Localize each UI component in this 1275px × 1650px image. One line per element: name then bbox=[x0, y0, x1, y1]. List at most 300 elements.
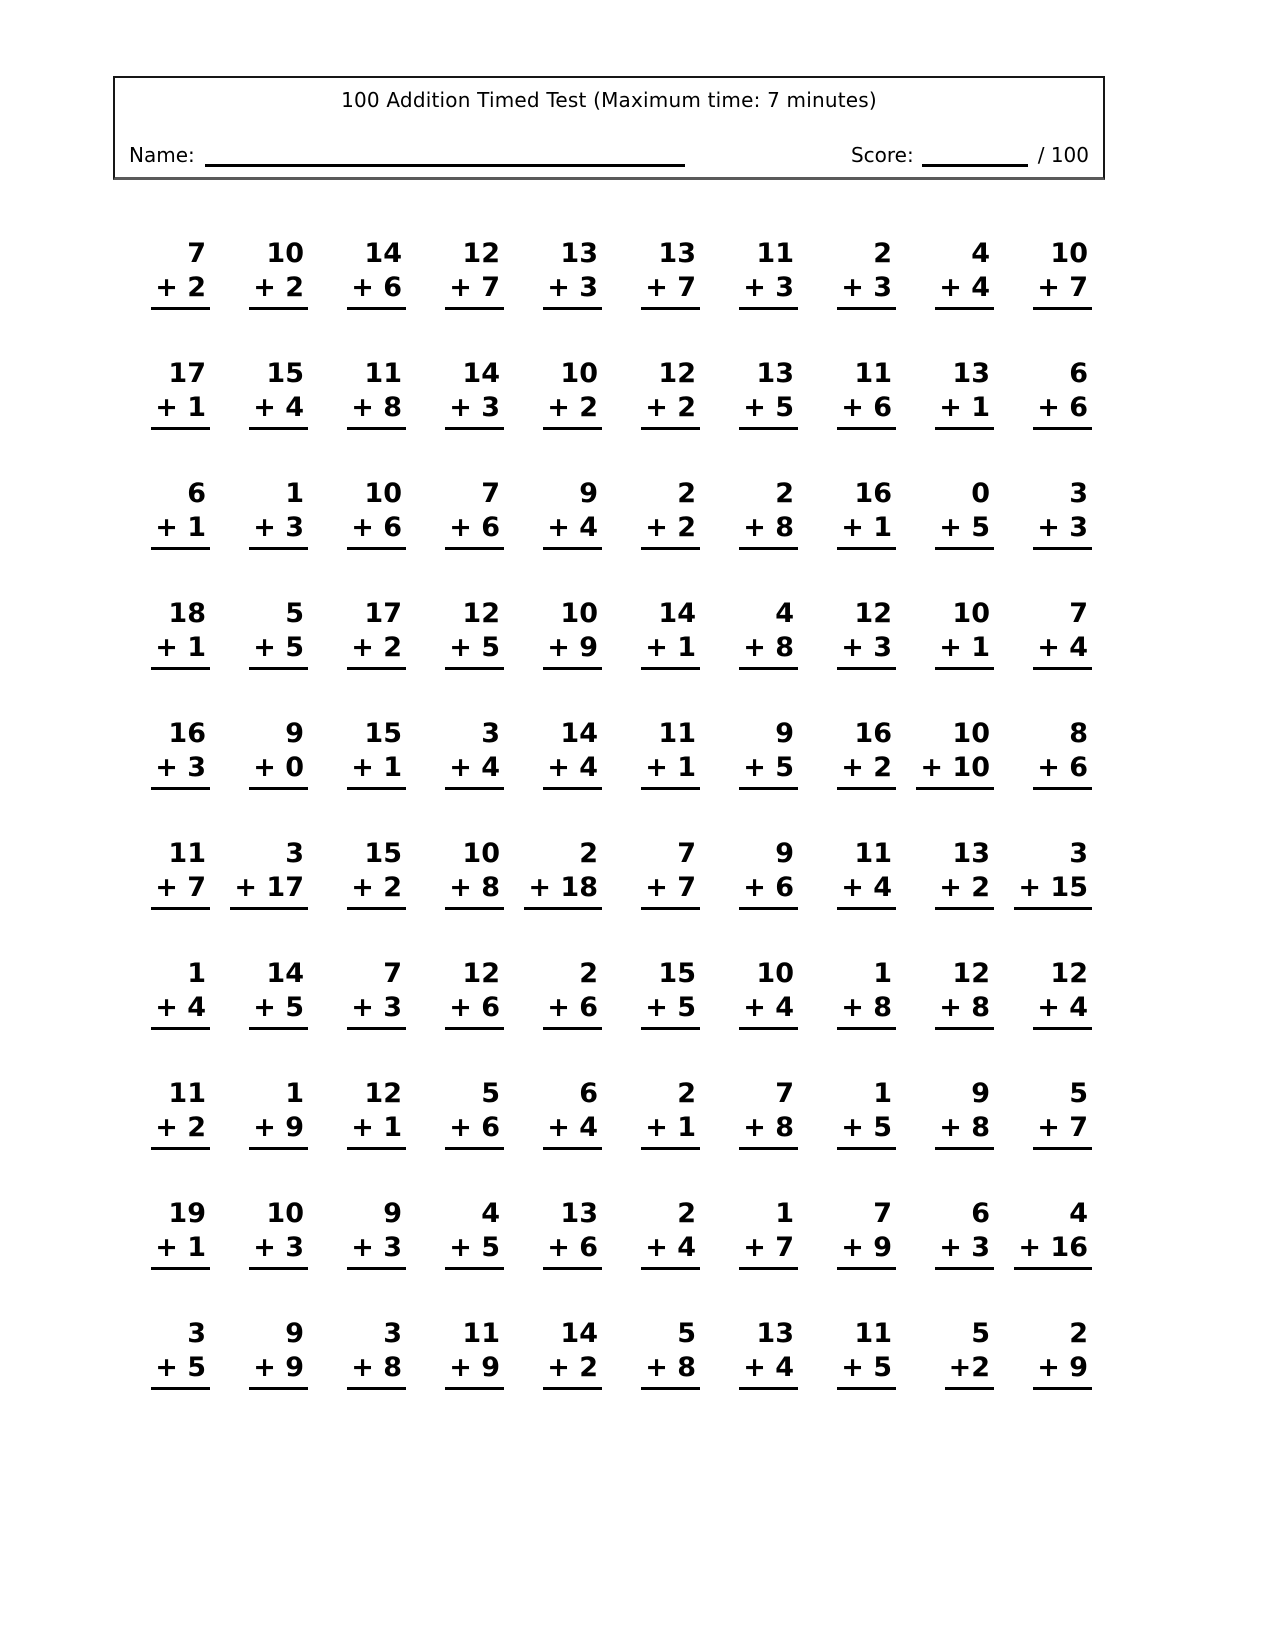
name-score-row bbox=[115, 143, 1103, 177]
problem-r4-c1 bbox=[118, 598, 216, 718]
addend-top: 2 bbox=[677, 478, 696, 509]
worksheet-title: 100 Addition Timed Test (Maximum time: 7 minutes) bbox=[341, 88, 877, 112]
addend-top: 16 bbox=[854, 718, 892, 749]
addend-bottom-answer-line: + 18 bbox=[524, 872, 602, 910]
addend-top: 2 bbox=[775, 478, 794, 509]
addend-top: 14 bbox=[658, 598, 696, 629]
addend-bottom-answer-line: + 1 bbox=[641, 632, 700, 670]
addend-top: 2 bbox=[677, 1198, 696, 1229]
problem-r10-c10 bbox=[1000, 1318, 1098, 1438]
problem-r7-c3 bbox=[314, 958, 412, 1078]
problem-r8-c10 bbox=[1000, 1078, 1098, 1198]
problem-r5-c3 bbox=[314, 718, 412, 838]
addend-top: 9 bbox=[579, 478, 598, 509]
problem-r7-c9 bbox=[902, 958, 1000, 1078]
addend-top: 3 bbox=[187, 1318, 206, 1349]
problem-r2-c8 bbox=[804, 358, 902, 478]
addend-top: 12 bbox=[462, 958, 500, 989]
problem-r9-c3 bbox=[314, 1198, 412, 1318]
addend-bottom-answer-line: + 9 bbox=[249, 1352, 308, 1390]
addend-top: 11 bbox=[756, 238, 794, 269]
score-label: Score: bbox=[850, 143, 914, 167]
problem-r2-c7 bbox=[706, 358, 804, 478]
addend-bottom-answer-line: + 7 bbox=[641, 272, 700, 310]
problem-r1-c9 bbox=[902, 238, 1000, 358]
problem-r9-c5 bbox=[510, 1198, 608, 1318]
addend-top: 6 bbox=[187, 478, 206, 509]
addend-top: 10 bbox=[952, 718, 990, 749]
addend-top: 10 bbox=[756, 958, 794, 989]
addend-top: 6 bbox=[1069, 358, 1088, 389]
addend-bottom-answer-line: + 5 bbox=[151, 1352, 210, 1390]
problem-r7-c2 bbox=[216, 958, 314, 1078]
problem-r9-c2 bbox=[216, 1198, 314, 1318]
problem-r5-c10 bbox=[1000, 718, 1098, 838]
addend-top: 15 bbox=[266, 358, 304, 389]
problem-r4-c5 bbox=[510, 598, 608, 718]
problem-r7-c1 bbox=[118, 958, 216, 1078]
problem-r1-c1 bbox=[118, 238, 216, 358]
addend-bottom-answer-line: + 7 bbox=[151, 872, 210, 910]
addend-bottom-answer-line: + 6 bbox=[347, 512, 406, 550]
problem-r8-c5 bbox=[510, 1078, 608, 1198]
problem-r6-c2 bbox=[216, 838, 314, 958]
addend-bottom-answer-line: + 8 bbox=[935, 992, 994, 1030]
problem-r7-c7 bbox=[706, 958, 804, 1078]
addend-top: 5 bbox=[677, 1318, 696, 1349]
addend-bottom-answer-line: + 3 bbox=[837, 272, 896, 310]
addend-bottom-answer-line: + 2 bbox=[151, 272, 210, 310]
addend-bottom-answer-line: + 3 bbox=[935, 1232, 994, 1270]
addend-bottom-answer-line: + 4 bbox=[739, 1352, 798, 1390]
problem-r10-c9 bbox=[902, 1318, 1000, 1438]
addend-bottom-answer-line: + 6 bbox=[445, 992, 504, 1030]
problem-r8-c6 bbox=[608, 1078, 706, 1198]
addend-bottom-answer-line: + 1 bbox=[347, 752, 406, 790]
addend-top: 10 bbox=[266, 238, 304, 269]
addend-bottom-answer-line: + 9 bbox=[1033, 1352, 1092, 1390]
addend-top: 10 bbox=[266, 1198, 304, 1229]
addend-bottom-answer-line: + 5 bbox=[249, 632, 308, 670]
addend-bottom-answer-line: + 5 bbox=[445, 632, 504, 670]
addend-bottom-answer-line: + 6 bbox=[739, 872, 798, 910]
addend-top: 15 bbox=[364, 838, 402, 869]
problem-r10-c3 bbox=[314, 1318, 412, 1438]
addend-top: 16 bbox=[854, 478, 892, 509]
addend-bottom-answer-line: + 7 bbox=[1033, 1112, 1092, 1150]
addend-bottom-answer-line: + 6 bbox=[347, 272, 406, 310]
addend-bottom-answer-line: + 9 bbox=[249, 1112, 308, 1150]
addend-bottom-answer-line: + 6 bbox=[445, 512, 504, 550]
addend-bottom-answer-line: + 3 bbox=[739, 272, 798, 310]
addend-bottom-answer-line: + 4 bbox=[837, 872, 896, 910]
score-blank-line bbox=[922, 145, 1028, 167]
problem-r1-c5 bbox=[510, 238, 608, 358]
addend-bottom-answer-line: + 7 bbox=[445, 272, 504, 310]
addend-bottom-answer-line: + 8 bbox=[739, 1112, 798, 1150]
addend-top: 1 bbox=[285, 478, 304, 509]
addend-bottom-answer-line: + 1 bbox=[935, 392, 994, 430]
addend-top: 0 bbox=[971, 478, 990, 509]
problem-r1-c2 bbox=[216, 238, 314, 358]
problem-r8-c8 bbox=[804, 1078, 902, 1198]
addend-top: 8 bbox=[1069, 718, 1088, 749]
addend-top: 7 bbox=[775, 1078, 794, 1109]
addend-bottom-answer-line: + 1 bbox=[641, 752, 700, 790]
problem-r9-c8 bbox=[804, 1198, 902, 1318]
addend-bottom-answer-line: + 3 bbox=[249, 512, 308, 550]
addend-top: 1 bbox=[873, 958, 892, 989]
addend-bottom-answer-line: + 1 bbox=[151, 512, 210, 550]
addend-bottom-answer-line: + 6 bbox=[543, 1232, 602, 1270]
problem-r4-c8 bbox=[804, 598, 902, 718]
addend-bottom-answer-line: + 7 bbox=[739, 1232, 798, 1270]
problem-r6-c9 bbox=[902, 838, 1000, 958]
addend-top: 13 bbox=[560, 1198, 598, 1229]
addend-top: 12 bbox=[364, 1078, 402, 1109]
problem-r2-c5 bbox=[510, 358, 608, 478]
addend-top: 18 bbox=[168, 598, 206, 629]
problem-r1-c6 bbox=[608, 238, 706, 358]
name-blank-line bbox=[205, 145, 685, 167]
addend-top: 9 bbox=[285, 1318, 304, 1349]
problem-r5-c5 bbox=[510, 718, 608, 838]
addend-bottom-answer-line: + 5 bbox=[837, 1112, 896, 1150]
addend-bottom-answer-line: + 2 bbox=[543, 392, 602, 430]
problem-r5-c2 bbox=[216, 718, 314, 838]
addend-top: 14 bbox=[462, 358, 500, 389]
addend-bottom-answer-line: + 0 bbox=[249, 752, 308, 790]
problem-r2-c2 bbox=[216, 358, 314, 478]
problem-r3-c5 bbox=[510, 478, 608, 598]
addend-bottom-answer-line: + 6 bbox=[543, 992, 602, 1030]
problem-r1-c7 bbox=[706, 238, 804, 358]
problem-r9-c10 bbox=[1000, 1198, 1098, 1318]
addend-top: 3 bbox=[383, 1318, 402, 1349]
addend-top: 6 bbox=[579, 1078, 598, 1109]
addend-top: 7 bbox=[383, 958, 402, 989]
addend-bottom-answer-line: + 4 bbox=[543, 1112, 602, 1150]
addend-bottom-answer-line: + 2 bbox=[347, 872, 406, 910]
problem-r4-c4 bbox=[412, 598, 510, 718]
addend-top: 3 bbox=[1069, 838, 1088, 869]
addend-bottom-answer-line: + 9 bbox=[837, 1232, 896, 1270]
addend-bottom-answer-line: + 6 bbox=[445, 1112, 504, 1150]
addend-bottom-answer-line: + 5 bbox=[641, 992, 700, 1030]
problem-r10-c6 bbox=[608, 1318, 706, 1438]
addend-top: 14 bbox=[560, 1318, 598, 1349]
addend-bottom-answer-line: + 2 bbox=[543, 1352, 602, 1390]
addend-top: 11 bbox=[658, 718, 696, 749]
addend-bottom-answer-line: + 8 bbox=[739, 632, 798, 670]
problem-r6-c5 bbox=[510, 838, 608, 958]
addend-top: 13 bbox=[952, 358, 990, 389]
addend-bottom-answer-line: + 1 bbox=[347, 1112, 406, 1150]
problem-r10-c8 bbox=[804, 1318, 902, 1438]
addend-bottom-answer-line: + 8 bbox=[837, 992, 896, 1030]
problem-r4-c3 bbox=[314, 598, 412, 718]
addend-top: 4 bbox=[775, 598, 794, 629]
addend-bottom-answer-line: + 5 bbox=[739, 752, 798, 790]
problem-r9-c1 bbox=[118, 1198, 216, 1318]
problem-r5-c1 bbox=[118, 718, 216, 838]
addend-top: 3 bbox=[1069, 478, 1088, 509]
addend-top: 6 bbox=[971, 1198, 990, 1229]
addend-top: 9 bbox=[775, 838, 794, 869]
problem-r1-c8 bbox=[804, 238, 902, 358]
addend-bottom-answer-line: + 4 bbox=[151, 992, 210, 1030]
addend-bottom-answer-line: + 1 bbox=[151, 392, 210, 430]
addend-bottom-answer-line: + 2 bbox=[249, 272, 308, 310]
addend-bottom-answer-line: + 8 bbox=[641, 1352, 700, 1390]
addend-bottom-answer-line: + 16 bbox=[1014, 1232, 1092, 1270]
addend-top: 13 bbox=[756, 358, 794, 389]
addend-bottom-answer-line: + 6 bbox=[1033, 752, 1092, 790]
problem-r5-c4 bbox=[412, 718, 510, 838]
addend-top: 2 bbox=[579, 958, 598, 989]
addend-top: 15 bbox=[658, 958, 696, 989]
problem-r10-c7 bbox=[706, 1318, 804, 1438]
addend-bottom-answer-line: + 9 bbox=[543, 632, 602, 670]
problem-r1-c3 bbox=[314, 238, 412, 358]
problem-r2-c10 bbox=[1000, 358, 1098, 478]
addend-top: 7 bbox=[187, 238, 206, 269]
problem-r10-c2 bbox=[216, 1318, 314, 1438]
problem-r6-c1 bbox=[118, 838, 216, 958]
addend-bottom-answer-line: + 2 bbox=[641, 392, 700, 430]
problem-r2-c4 bbox=[412, 358, 510, 478]
problem-r4-c2 bbox=[216, 598, 314, 718]
addend-top: 7 bbox=[1069, 598, 1088, 629]
addend-bottom-answer-line: + 17 bbox=[230, 872, 308, 910]
addend-top: 12 bbox=[1050, 958, 1088, 989]
problems-grid bbox=[118, 238, 1098, 1438]
addend-bottom-answer-line: + 2 bbox=[151, 1112, 210, 1150]
addend-bottom-answer-line: + 8 bbox=[347, 392, 406, 430]
addend-top: 16 bbox=[168, 718, 206, 749]
addend-top: 13 bbox=[560, 238, 598, 269]
addend-bottom-answer-line: + 3 bbox=[1033, 512, 1092, 550]
addend-bottom-answer-line: + 3 bbox=[249, 1232, 308, 1270]
addend-bottom-answer-line: + 9 bbox=[445, 1352, 504, 1390]
addend-top: 7 bbox=[873, 1198, 892, 1229]
addend-bottom-answer-line: + 1 bbox=[151, 632, 210, 670]
addend-top: 10 bbox=[364, 478, 402, 509]
problem-r8-c9 bbox=[902, 1078, 1000, 1198]
problem-r8-c2 bbox=[216, 1078, 314, 1198]
addend-bottom-answer-line: + 2 bbox=[347, 632, 406, 670]
problem-r6-c4 bbox=[412, 838, 510, 958]
problem-r7-c6 bbox=[608, 958, 706, 1078]
addend-bottom-answer-line: + 5 bbox=[249, 992, 308, 1030]
addend-top: 9 bbox=[383, 1198, 402, 1229]
addend-top: 2 bbox=[873, 238, 892, 269]
addend-bottom-answer-line: + 4 bbox=[249, 392, 308, 430]
problem-r4-c6 bbox=[608, 598, 706, 718]
addend-top: 15 bbox=[364, 718, 402, 749]
addend-bottom-answer-line: + 3 bbox=[445, 392, 504, 430]
addend-bottom-answer-line: + 4 bbox=[543, 752, 602, 790]
problem-r5-c6 bbox=[608, 718, 706, 838]
addend-bottom-answer-line: + 3 bbox=[543, 272, 602, 310]
problem-r9-c4 bbox=[412, 1198, 510, 1318]
addend-bottom-answer-line: + 4 bbox=[1033, 632, 1092, 670]
addend-bottom-answer-line: + 4 bbox=[543, 512, 602, 550]
addend-bottom-answer-line: + 1 bbox=[641, 1112, 700, 1150]
addend-top: 3 bbox=[481, 718, 500, 749]
score-total: / 100 bbox=[1037, 143, 1089, 167]
addend-top: 9 bbox=[775, 718, 794, 749]
problem-r2-c3 bbox=[314, 358, 412, 478]
addend-top: 12 bbox=[462, 238, 500, 269]
problem-r3-c8 bbox=[804, 478, 902, 598]
addend-bottom-answer-line: + 4 bbox=[641, 1232, 700, 1270]
addend-bottom-answer-line: + 3 bbox=[347, 992, 406, 1030]
addend-bottom-answer-line: + 3 bbox=[347, 1232, 406, 1270]
addend-top: 11 bbox=[168, 838, 206, 869]
addend-top: 7 bbox=[677, 838, 696, 869]
problem-r4-c7 bbox=[706, 598, 804, 718]
problem-r6-c10 bbox=[1000, 838, 1098, 958]
addend-top: 10 bbox=[462, 838, 500, 869]
addend-top: 12 bbox=[952, 958, 990, 989]
addend-top: 12 bbox=[462, 598, 500, 629]
problem-r8-c3 bbox=[314, 1078, 412, 1198]
addend-bottom-answer-line: + 1 bbox=[837, 512, 896, 550]
problem-r7-c5 bbox=[510, 958, 608, 1078]
addend-bottom-answer-line: + 3 bbox=[837, 632, 896, 670]
addend-top: 11 bbox=[462, 1318, 500, 1349]
problem-r2-c9 bbox=[902, 358, 1000, 478]
problem-r6-c7 bbox=[706, 838, 804, 958]
addend-top: 5 bbox=[481, 1078, 500, 1109]
addend-top: 12 bbox=[658, 358, 696, 389]
addend-bottom-answer-line: + 8 bbox=[935, 1112, 994, 1150]
problem-r7-c4 bbox=[412, 958, 510, 1078]
addend-bottom-answer-line: + 10 bbox=[916, 752, 994, 790]
addend-bottom-answer-line: + 8 bbox=[739, 512, 798, 550]
problem-r8-c1 bbox=[118, 1078, 216, 1198]
addend-top: 9 bbox=[971, 1078, 990, 1109]
problem-r5-c8 bbox=[804, 718, 902, 838]
addend-bottom-answer-line: + 4 bbox=[445, 752, 504, 790]
problem-r5-c7 bbox=[706, 718, 804, 838]
addend-top: 4 bbox=[1069, 1198, 1088, 1229]
addend-top: 14 bbox=[560, 718, 598, 749]
problem-r8-c4 bbox=[412, 1078, 510, 1198]
problem-r9-c9 bbox=[902, 1198, 1000, 1318]
addend-top: 11 bbox=[854, 1318, 892, 1349]
problem-r1-c4 bbox=[412, 238, 510, 358]
addend-bottom-answer-line: + 6 bbox=[1033, 392, 1092, 430]
addend-bottom-answer-line: + 2 bbox=[935, 872, 994, 910]
addend-top: 13 bbox=[756, 1318, 794, 1349]
addend-top: 5 bbox=[1069, 1078, 1088, 1109]
addend-bottom-answer-line: + 5 bbox=[837, 1352, 896, 1390]
addend-bottom-answer-line: + 8 bbox=[445, 872, 504, 910]
problem-r3-c3 bbox=[314, 478, 412, 598]
addend-top: 19 bbox=[168, 1198, 206, 1229]
addend-bottom-answer-line: + 6 bbox=[837, 392, 896, 430]
addend-bottom-answer-line: + 1 bbox=[935, 632, 994, 670]
problem-r9-c7 bbox=[706, 1198, 804, 1318]
addend-top: 5 bbox=[971, 1318, 990, 1349]
addend-top: 4 bbox=[481, 1198, 500, 1229]
problem-r3-c6 bbox=[608, 478, 706, 598]
problem-r4-c9 bbox=[902, 598, 1000, 718]
addend-top: 2 bbox=[1069, 1318, 1088, 1349]
problem-r2-c1 bbox=[118, 358, 216, 478]
problem-r8-c7 bbox=[706, 1078, 804, 1198]
problem-r3-c9 bbox=[902, 478, 1000, 598]
addend-bottom-answer-line: + 1 bbox=[151, 1232, 210, 1270]
addend-top: 13 bbox=[658, 238, 696, 269]
addend-top: 4 bbox=[971, 238, 990, 269]
problem-r9-c6 bbox=[608, 1198, 706, 1318]
problem-r10-c4 bbox=[412, 1318, 510, 1438]
addend-top: 14 bbox=[364, 238, 402, 269]
header-box bbox=[113, 76, 1105, 180]
addend-top: 7 bbox=[481, 478, 500, 509]
problem-r4-c10 bbox=[1000, 598, 1098, 718]
addend-top: 1 bbox=[285, 1078, 304, 1109]
problem-r3-c2 bbox=[216, 478, 314, 598]
addend-top: 1 bbox=[873, 1078, 892, 1109]
addend-bottom-answer-line: + 5 bbox=[739, 392, 798, 430]
addend-top: 9 bbox=[285, 718, 304, 749]
addend-bottom-answer-line: + 4 bbox=[739, 992, 798, 1030]
addend-top: 2 bbox=[677, 1078, 696, 1109]
problem-r1-c10 bbox=[1000, 238, 1098, 358]
addend-top: 17 bbox=[364, 598, 402, 629]
addend-top: 3 bbox=[285, 838, 304, 869]
addend-bottom-answer-line: + 2 bbox=[837, 752, 896, 790]
addend-top: 1 bbox=[187, 958, 206, 989]
addend-bottom-answer-line: + 2 bbox=[641, 512, 700, 550]
problem-r10-c5 bbox=[510, 1318, 608, 1438]
addend-bottom-answer-line: +2 bbox=[945, 1352, 994, 1390]
problem-r7-c8 bbox=[804, 958, 902, 1078]
addend-top: 11 bbox=[364, 358, 402, 389]
name-label: Name: bbox=[129, 143, 195, 167]
addend-top: 10 bbox=[1050, 238, 1088, 269]
problem-r3-c7 bbox=[706, 478, 804, 598]
addend-top: 2 bbox=[579, 838, 598, 869]
addend-top: 10 bbox=[560, 358, 598, 389]
addend-top: 11 bbox=[168, 1078, 206, 1109]
addend-bottom-answer-line: + 4 bbox=[935, 272, 994, 310]
addend-top: 10 bbox=[560, 598, 598, 629]
addend-top: 1 bbox=[775, 1198, 794, 1229]
problem-r6-c3 bbox=[314, 838, 412, 958]
addend-top: 11 bbox=[854, 358, 892, 389]
addend-bottom-answer-line: + 8 bbox=[347, 1352, 406, 1390]
addend-top: 5 bbox=[285, 598, 304, 629]
addend-top: 12 bbox=[854, 598, 892, 629]
addend-bottom-answer-line: + 15 bbox=[1014, 872, 1092, 910]
addend-bottom-answer-line: + 7 bbox=[641, 872, 700, 910]
addend-bottom-answer-line: + 4 bbox=[1033, 992, 1092, 1030]
problem-r3-c10 bbox=[1000, 478, 1098, 598]
addend-bottom-answer-line: + 5 bbox=[935, 512, 994, 550]
addend-top: 14 bbox=[266, 958, 304, 989]
problem-r2-c6 bbox=[608, 358, 706, 478]
addend-top: 10 bbox=[952, 598, 990, 629]
addend-bottom-answer-line: + 3 bbox=[151, 752, 210, 790]
problem-r5-c9 bbox=[902, 718, 1000, 838]
addend-bottom-answer-line: + 7 bbox=[1033, 272, 1092, 310]
addend-bottom-answer-line: + 5 bbox=[445, 1232, 504, 1270]
